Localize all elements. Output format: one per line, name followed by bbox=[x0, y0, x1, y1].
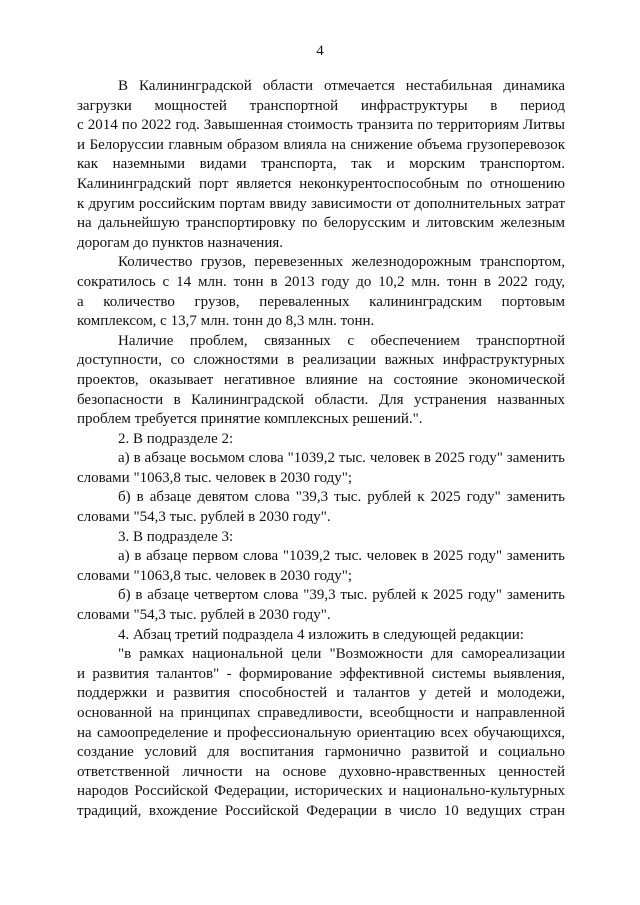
text-line: основанной на принципах справедливости, всеобщности и направленной bbox=[77, 705, 565, 721]
text-line: как наземными видами транспорта, так и морским транспортом. bbox=[77, 156, 565, 173]
text-line: на дальнейшую транспортировку по белорусским и литовским железным bbox=[77, 215, 565, 232]
text-line: "в рамках национальной цели "Возможности для самореализации bbox=[118, 646, 565, 663]
text-line: 3. В подразделе 3: bbox=[118, 528, 234, 545]
text-line: 4. Абзац третий подраздела 4 изложить в следующей редакции: bbox=[118, 626, 524, 643]
text-line: с 2014 по 2022 год. Завышенная стоимость транзита по территориям Литвы bbox=[77, 117, 565, 134]
text-line: а) в абзаце восьмом слова "1039,2 тыс. человек в 2025 году" заменить bbox=[118, 450, 565, 467]
text-line: доступности, со сложностями в реализации важных инфраструктурных bbox=[77, 352, 565, 369]
text-line: сократилось с 14 млн. тонн в 2013 году до 10,2 млн. тонн в 2022 году, bbox=[77, 273, 565, 290]
text-line: словами "54,3 тыс. рублей в 2030 году". bbox=[77, 509, 331, 526]
text-line: 2. В подразделе 2: bbox=[118, 430, 234, 447]
document-body bbox=[77, 77, 565, 822]
text-line: народов Российской Федерации, исторических и национально-культурных bbox=[77, 783, 565, 800]
text-line: загрузки мощностей транспортной инфраструктуры в период bbox=[77, 97, 565, 114]
text-line: словами "1063,8 тыс. человек в 2030 году"; bbox=[77, 469, 353, 486]
text-line: В Калининградской области отмечается нестабильная динамика bbox=[118, 78, 565, 94]
text-line: проблем требуется принятие комплексных решений.". bbox=[77, 411, 423, 428]
text-line: а количество грузов, переваленных калининградским портовым bbox=[77, 293, 565, 310]
text-line: и Белоруссии главным образом влияла на снижение объема грузоперевозок bbox=[77, 136, 565, 153]
page-number: 4 bbox=[316, 43, 324, 59]
text-line: на самоопределение и профессиональную ориентацию всех обучающихся, bbox=[77, 724, 565, 741]
text-line: дорогам до пунктов назначения. bbox=[77, 234, 284, 251]
text-line: проектов, оказывает негативное влияние на состояние экономической bbox=[77, 371, 565, 388]
text-line: ответственной личности на основе духовно-нравственных ценностей bbox=[77, 763, 565, 780]
text-line: к другим российским портам ввиду зависимости от дополнительных затрат bbox=[77, 195, 565, 212]
text-line: создание условий для воспитания гармонично развитой и социально bbox=[77, 744, 565, 761]
text-line: б) в абзаце четвертом слова "39,3 тыс. рублей к 2025 году" заменить bbox=[118, 587, 565, 604]
text-line: словами "54,3 тыс. рублей в 2030 году". bbox=[77, 607, 331, 624]
text-line: комплексом, с 13,7 млн. тонн до 8,3 млн. тонн. bbox=[77, 313, 375, 330]
text-line: а) в абзаце первом слова "1039,2 тыс. человек в 2025 году" заменить bbox=[118, 548, 565, 565]
text-line: безопасности в Калининградской области. Для устранения названных bbox=[77, 391, 565, 408]
text-line: словами "1063,8 тыс. человек в 2030 году"; bbox=[77, 567, 353, 584]
text-line: Калининградский порт является неконкурентоспособным по отношению bbox=[77, 175, 565, 192]
text-line: Наличие проблем, связанных с обеспечением транспортной bbox=[118, 332, 565, 349]
text-line: поддержки и развития способностей и талантов у детей и молодежи, bbox=[77, 685, 565, 702]
text-line: и развития талантов" - формирование эффективной системы выявления, bbox=[77, 665, 565, 682]
text-line: традиций, вхождение Российской Федерации в число 10 ведущих стран bbox=[77, 802, 565, 819]
text-line: Количество грузов, перевезенных железнодорожным транспортом, bbox=[118, 254, 565, 271]
text-line: б) в абзаце девятом слова "39,3 тыс. рублей к 2025 году" заменить bbox=[118, 489, 565, 506]
